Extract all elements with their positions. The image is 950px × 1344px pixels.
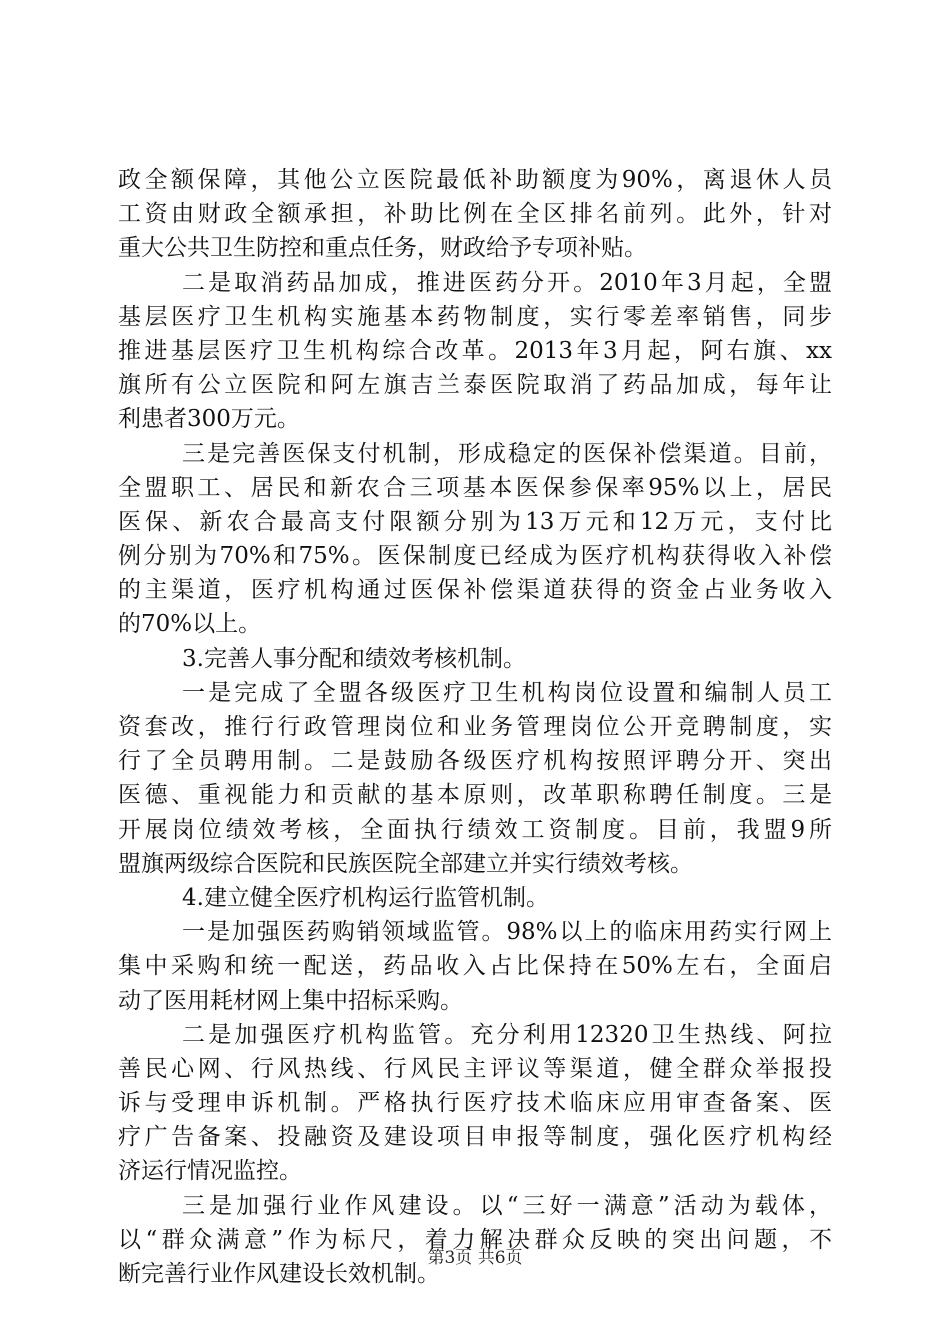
text-line: 重大公共卫生防控和重点任务，财政给予专项补贴。	[118, 235, 647, 262]
text-line: 开展岗位绩效考核，全面执行绩效工资制度。目前，我盟9所	[118, 816, 832, 843]
text-line: 旗所有公立医院和阿左旗吉兰泰医院取消了药品加成，每年让	[118, 372, 832, 399]
text-line: 基层医疗卫生机构实施基本药物制度，实行零差率销售，同步	[118, 303, 832, 330]
text-line: 集中采购和统一配送，药品收入占比保持在50%左右，全面启	[118, 953, 832, 980]
text-line: 例分别为70%和75%。医保制度已经成为医疗机构获得收入补偿	[118, 543, 832, 570]
text-line: 善民心网、行风热线、行风民主评议等渠道，健全群众举报投	[118, 1055, 832, 1082]
text-line: 一是加强医药购销领域监管。98%以上的临床用药实行网上	[182, 919, 832, 946]
text-line: 济运行情况监控。	[118, 1158, 302, 1185]
text-line: 的主渠道，医疗机构通过医保补偿渠道获得的资金占业务收入	[118, 577, 832, 604]
document-body	[118, 163, 832, 1291]
text-line: 动了医用耗材网上集中招标采购。	[118, 987, 463, 1014]
text-line: 断完善行业作风建设长效机制。	[118, 1261, 440, 1287]
text-line: 疗广告备案、投融资及建设项目申报等制度，强化医疗机构经	[118, 1124, 832, 1151]
text-line: 三是完善医保支付机制，形成稳定的医保补偿渠道。目前，	[182, 440, 832, 467]
text-line: 资套改，推行行政管理岗位和业务管理岗位公开竞聘制度，实	[118, 714, 832, 740]
text-line: 诉与受理申诉机制。严格执行医疗技术临床应用审查备案、医	[118, 1090, 832, 1117]
text-line: 二是取消药品加成，推进医药分开。2010年3月起，全盟	[182, 269, 832, 296]
text-line: 政全额保障，其他公立医院最低补助额度为90%，离退休人员	[118, 167, 832, 193]
text-line: 三是加强行业作风建设。以“三好一满意”活动为载体，	[182, 1192, 832, 1219]
text-line: 利患者300万元。	[118, 406, 300, 433]
text-line: 医德、重视能力和贡献的基本原则，改革职称聘任制度。三是	[118, 782, 832, 809]
text-line: 推进基层医疗卫生机构综合改革。2013年3月起，阿右旗、xx	[118, 337, 832, 364]
text-line: 4.建立健全医疗机构运行监管机制。	[182, 884, 549, 911]
text-line: 以“群众满意”作为标尺，着力解决群众反映的突出问题，不	[118, 1226, 832, 1253]
text-line: 医保、新农合最高支付限额分别为13万元和12万元，支付比	[118, 508, 832, 535]
text-line: 二是加强医疗机构监管。充分利用12320卫生热线、阿拉	[182, 1021, 832, 1048]
text-line: 工资由财政全额承担，补助比例在全区排名前列。此外，针对	[118, 201, 832, 228]
text-line: 盟旗两级综合医院和民族医院全部建立并实行绩效考核。	[118, 850, 693, 877]
text-line: 的70%以上。	[118, 611, 262, 638]
text-line: 全盟职工、居民和新农合三项基本医保参保率95%以上，居民	[118, 474, 832, 501]
page-number-label: 第3页 共6页	[427, 1248, 523, 1268]
page-footer	[0, 1243, 950, 1268]
text-line: 一是完成了全盟各级医疗卫生机构岗位设置和编制人员工	[182, 679, 832, 706]
text-line: 3.完善人事分配和绩效考核机制。	[182, 645, 526, 672]
text-line: 行了全员聘用制。二是鼓励各级医疗机构按照评聘分开、突出	[118, 748, 832, 775]
